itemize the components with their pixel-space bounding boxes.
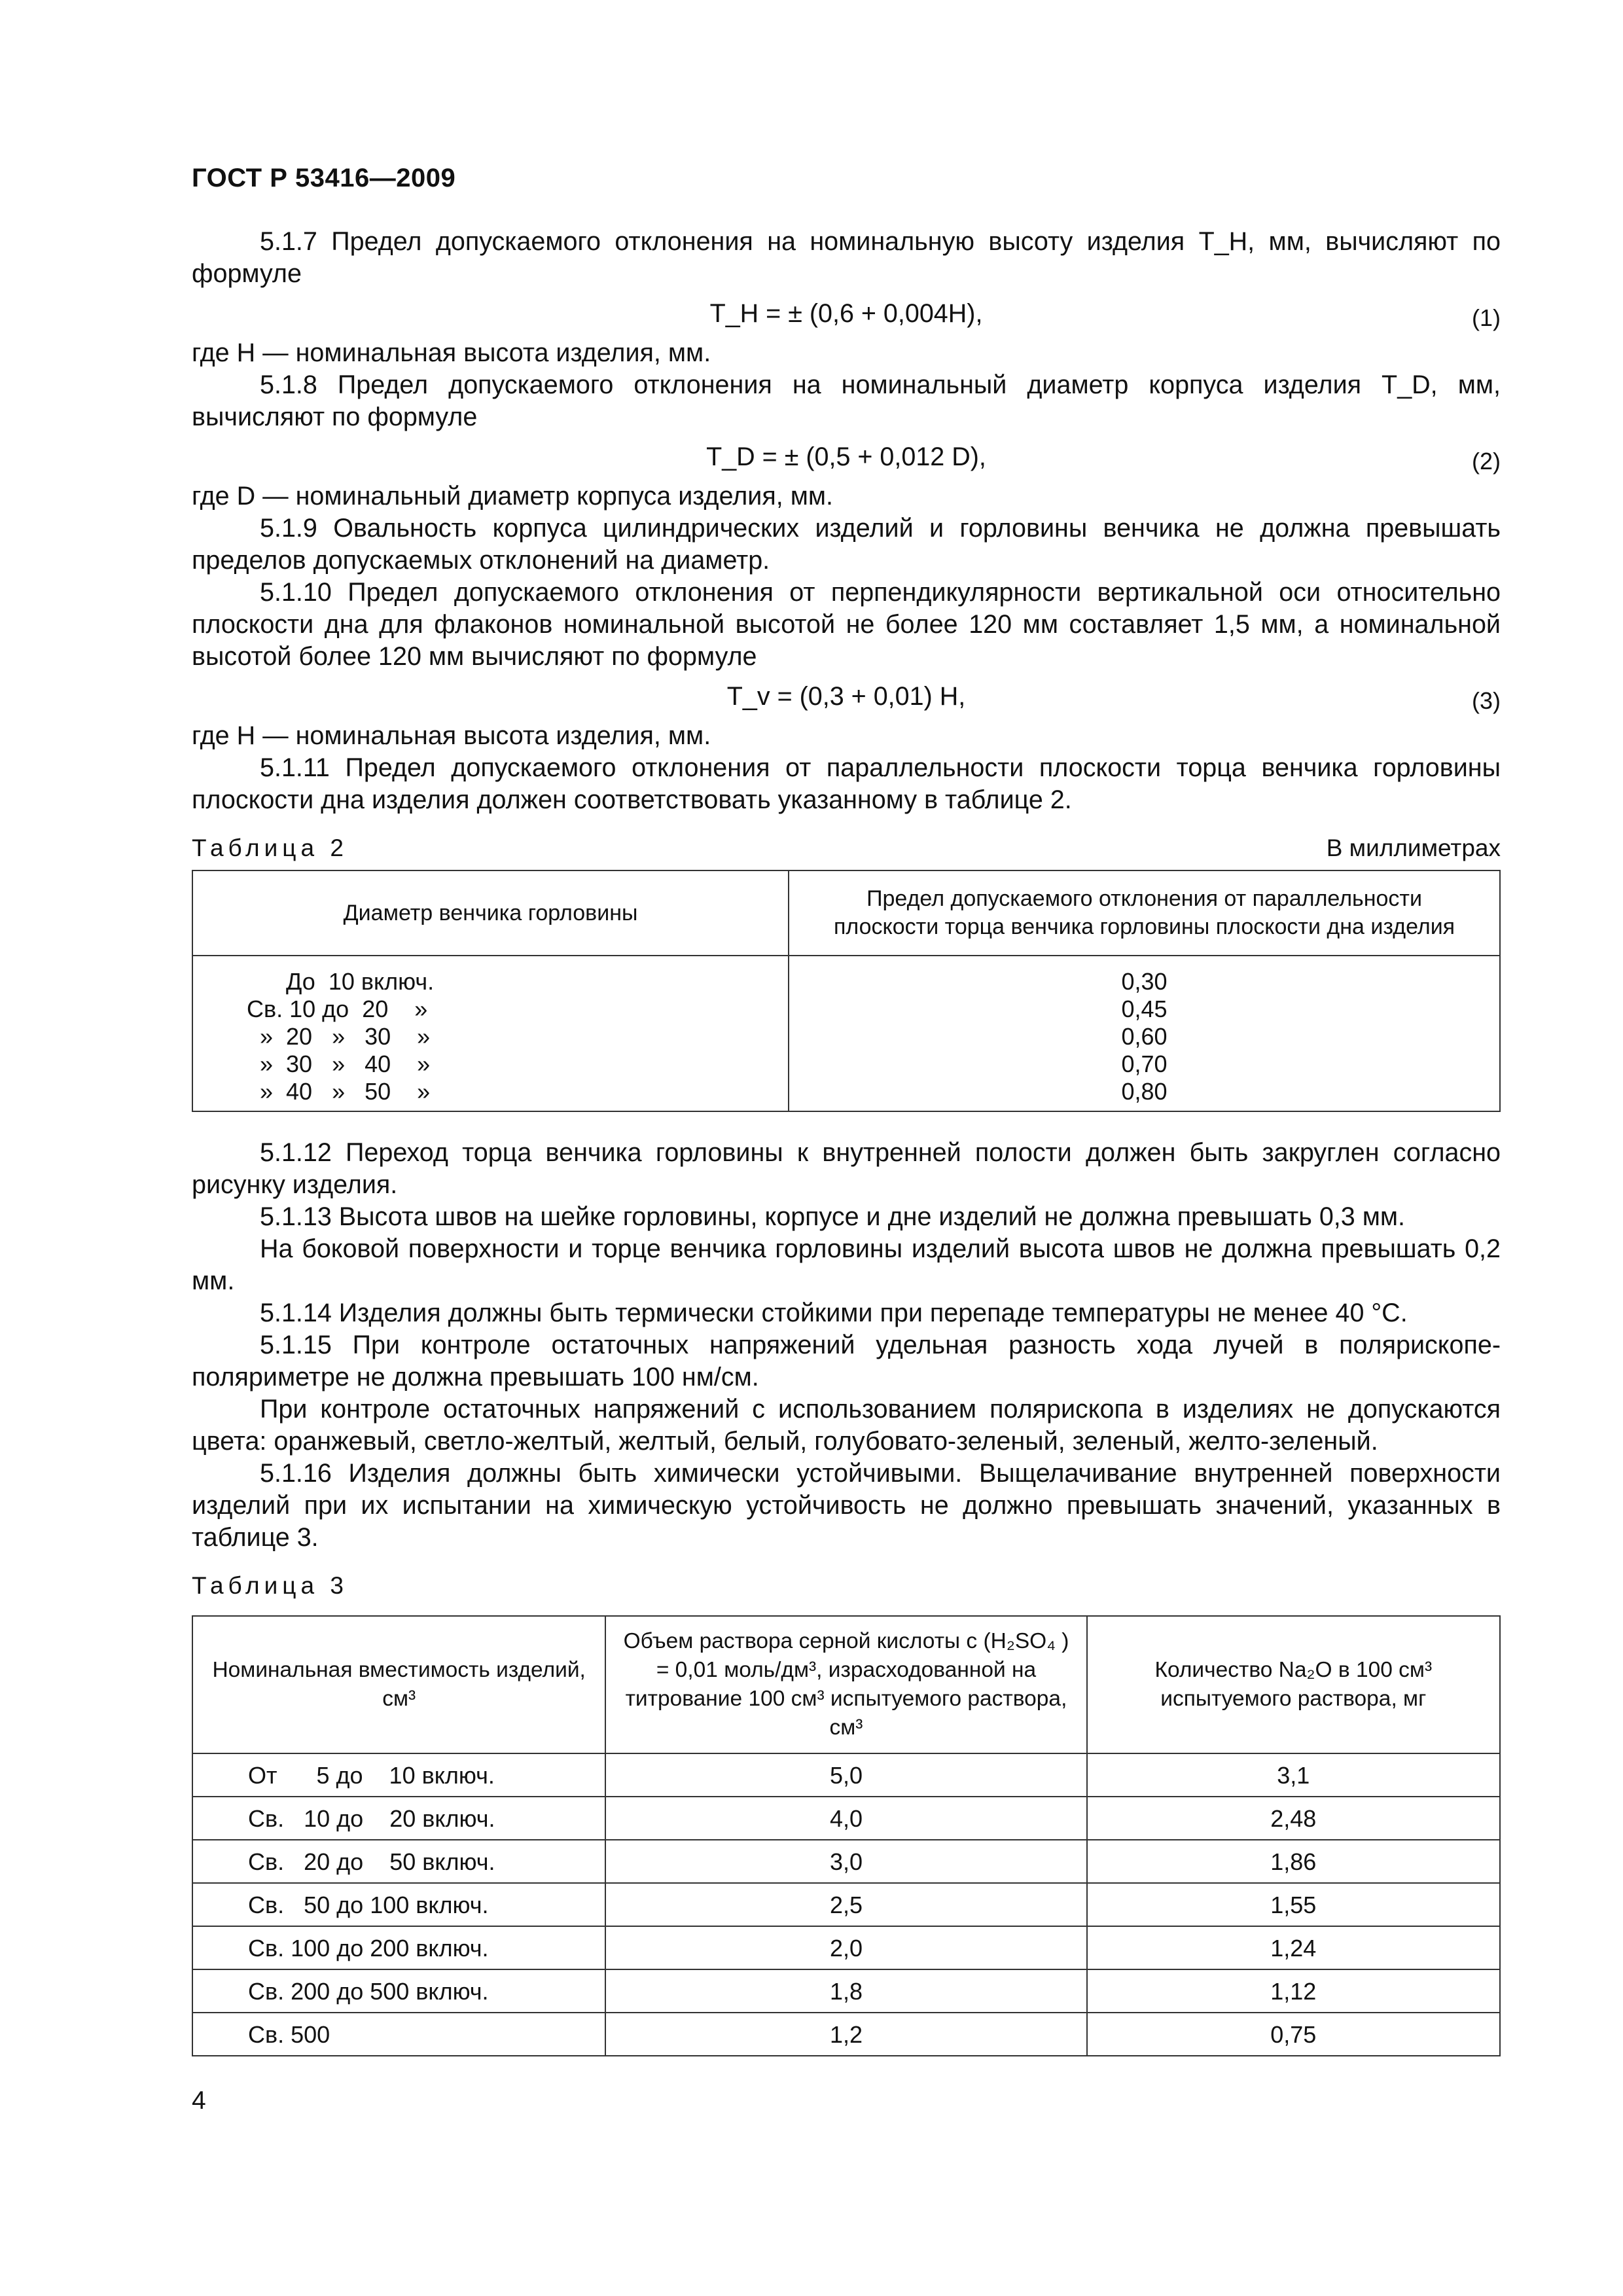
formula-2-number: (2) [1472,448,1501,475]
table-row [192,1753,1500,1797]
formula-1-where: где H — номинальная высота изделия, мм. [192,338,711,367]
formula-3 [192,673,1501,720]
table-2-header-tolerance: Предел допускаемого отклонения от параллельности плоскости торца венчика горловины плоскости дна изделия [789,870,1500,956]
table-3-capacity-cell: Св. 50 до 100 включ. [192,1883,605,1926]
document-header: ГОСТ Р 53416—2009 [192,164,456,192]
table-3-na2o-cell: 0,75 [1087,2013,1500,2056]
formula-3-where: где H — номинальная высота изделия, мм. [192,721,711,750]
clause-5-1-16: 5.1.16 Изделия должны быть химически устойчивыми. Выщелачивание внутренней поверхности изделий при их испытании на химическую устойчивость не должно превышать значений, указанных в таблице 3. [192,1459,1501,1552]
table-3-header-capacity: Номинальная вместимость изделий, см³ [192,1616,605,1753]
table-row [192,1926,1500,1969]
table-3-acid-cell: 5,0 [605,1753,1086,1797]
table-3-header-row [192,1616,1500,1753]
table-row [192,2013,1500,2056]
table-3-na2o-cell: 3,1 [1087,1753,1500,1797]
page-number: 4 [192,2087,206,2115]
formula-2-expression: T_D = ± (0,5 + 0,012 D), [706,442,986,471]
table-2-header-diameter: Диаметр венчика горловины [192,870,789,956]
table-3-capacity-cell: Св. 20 до 50 включ. [192,1840,605,1883]
formula-2-where: где D — номинальный диаметр корпуса изделия, мм. [192,482,833,511]
table-2-units: В миллиметрах [1326,834,1501,861]
clause-5-1-8: 5.1.8 Предел допускаемого отклонения на номинальный диаметр корпуса изделия T_D, мм, вычисляют по формуле [192,370,1501,431]
table-3-capacity-cell: Св. 200 до 500 включ. [192,1969,605,2013]
table-row [192,1969,1500,2013]
table-3-na2o-cell: 2,48 [1087,1797,1500,1840]
table-3-caption: Таблица 3 [192,1572,348,1599]
formula-1-expression: T_H = ± (0,6 + 0,004H), [709,299,983,328]
table-3-acid-cell: 1,2 [605,2013,1086,2056]
table-row [192,1797,1500,1840]
table-2-header-row [192,870,1500,956]
clause-5-1-11: 5.1.11 Предел допускаемого отклонения от параллельности плоскости торца венчика горловины плоскости дна изделия должен соответствовать указанному в таблице 2. [192,753,1501,814]
table-3-capacity-cell: Св. 500 [192,2013,605,2056]
clause-5-1-15-cont: При контроле остаточных напряжений с использованием полярископа в изделиях не допускаются цвета: оранжевый, светло-желтый, желтый, белый, голубовато-зеленый, зеленый, желто-зеленый. [192,1395,1501,1456]
table-3 [192,1615,1501,2056]
table-3-na2o-cell: 1,24 [1087,1926,1500,1969]
table-3-na2o-cell: 1,12 [1087,1969,1500,2013]
table-3-na2o-cell: 1,55 [1087,1883,1500,1926]
table-3-acid-cell: 4,0 [605,1797,1086,1840]
table-3-acid-cell: 3,0 [605,1840,1086,1883]
table-3-capacity-cell: От 5 до 10 включ. [192,1753,605,1797]
table-2-caption-row [192,832,1501,866]
table-3-acid-cell: 1,8 [605,1969,1086,2013]
formula-1 [192,290,1501,337]
table-2-tolerance-cell: 0,30 0,45 0,60 0,70 0,80 [789,956,1500,1111]
table-3-capacity-cell: Св. 100 до 200 включ. [192,1926,605,1969]
table-2-caption: Таблица 2 [192,834,348,861]
table-2 [192,870,1501,1112]
table-3-caption-row [192,1570,1501,1604]
clause-5-1-7: 5.1.7 Предел допускаемого отклонения на номинальную высоту изделия T_H, мм, вычисляют по формуле [192,227,1501,288]
clause-5-1-9: 5.1.9 Овальность корпуса цилиндрических изделий и горловины венчика не должна превышать пределов допускаемых отклонений на диаметр. [192,514,1501,575]
formula-3-number: (3) [1472,687,1501,714]
table-3-capacity-cell: Св. 10 до 20 включ. [192,1797,605,1840]
formula-2 [192,433,1501,480]
formula-1-number: (1) [1472,304,1501,331]
formula-3-expression: T_v = (0,3 + 0,01) H, [726,682,966,711]
clause-5-1-10: 5.1.10 Предел допускаемого отклонения от перпендикулярности вертикальной оси относительно плоскости дна для флаконов номинальной высотой не более 120 мм составляет 1,5 мм, а номинальной высотой более 120 мм вычисляют по формуле [192,578,1501,671]
table-3-na2o-cell: 1,86 [1087,1840,1500,1883]
table-3-acid-cell: 2,5 [605,1883,1086,1926]
table-3-header-acid-volume: Объем раствора серной кислоты c (H₂SO₄ ) = 0,01 моль/дм³, израсходованной на титрование 100 см³ испытуемого раствора, см³ [605,1616,1086,1753]
table-3-header-na2o: Количество Na₂O в 100 см³ испытуемого раствора, мг [1087,1616,1500,1753]
table-2-diameter-cell: До 10 включ. Св. 10 до 20 » » 20 » 30 » » 30 » 40 » » 40 » 50 » [192,956,789,1111]
clause-5-1-14: 5.1.14 Изделия должны быть термически стойкими при перепаде температуры не менее 40 °С. [260,1299,1408,1327]
table-row [192,1840,1500,1883]
table-row [192,1883,1500,1926]
clause-5-1-12: 5.1.12 Переход торца венчика горловины к внутренней полости должен быть закруглен согласно рисунку изделия. [192,1138,1501,1199]
table-3-acid-cell: 2,0 [605,1926,1086,1969]
clause-5-1-13: 5.1.13 Высота швов на шейке горловины, корпусе и дне изделий не должна превышать 0,3 мм. [260,1202,1405,1231]
clause-5-1-13-cont: На боковой поверхности и торце венчика горловины изделий высота швов не должна превышать 0,2 мм. [192,1234,1501,1295]
clause-5-1-15: 5.1.15 При контроле остаточных напряжений удельная разность хода лучей в полярископе-поляриметре не должна превышать 100 нм/см. [192,1331,1501,1391]
document-body [192,226,1501,2056]
table-row [192,956,1500,1111]
